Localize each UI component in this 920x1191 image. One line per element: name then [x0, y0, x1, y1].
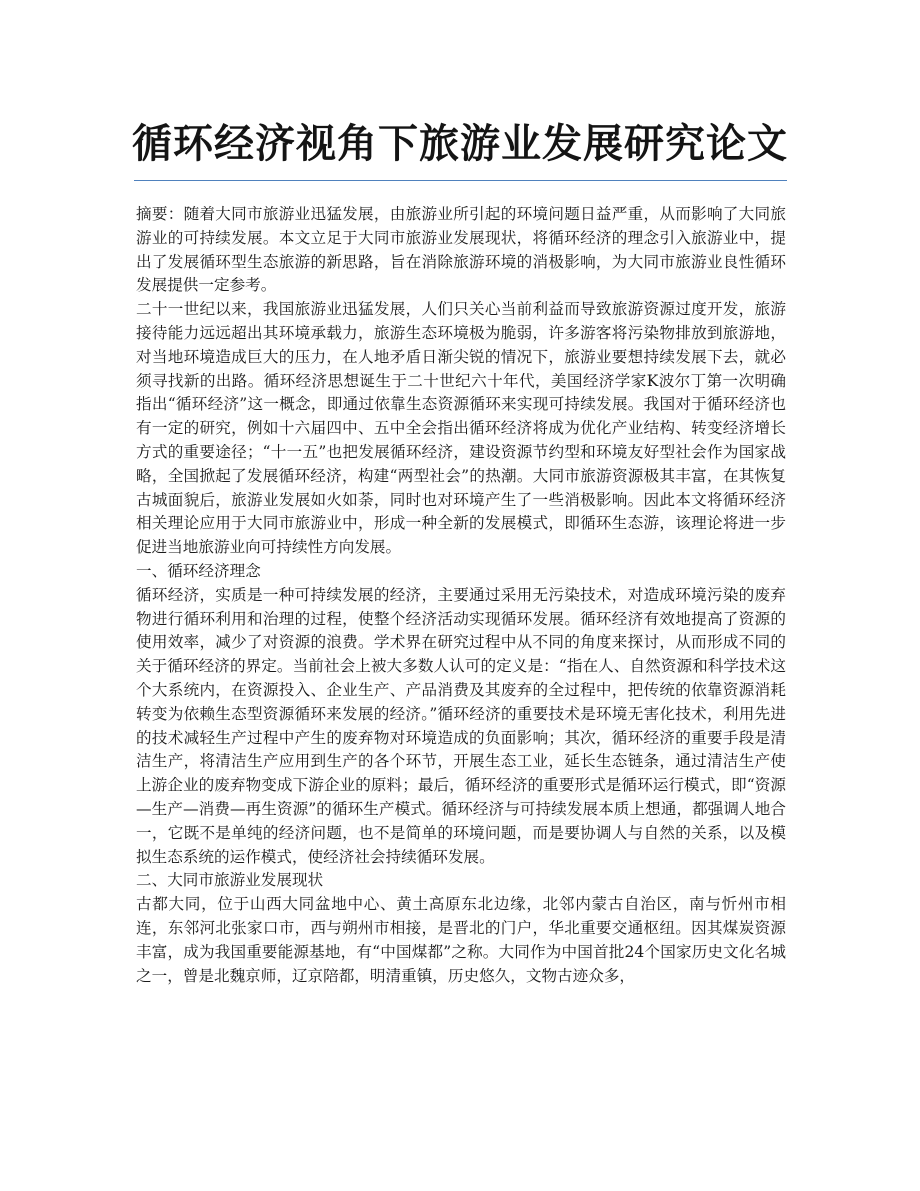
section-heading-2: 二、大同市旅游业发展现状	[136, 871, 324, 890]
section-1-paragraph: 循环经济，实质是一种可持续发展的经济，主要通过采用无污染技术，对造成环境污染的废弃物进行循环利用和治理的过程，使整个经济活动实现循环发展。循环经济有效地提高了资源的使用效率，减少了对资源的浪费。学术界在研究过程中从不同的角度来探讨，从而形成不同的关于循环经济的界定。当前社会上被大多数人认可的定义是：“指在人、自然资源和科学技术这个大系统内，在资源投入、企业生产、产品消费及其废弃的全过程中，把传统的依靠资源消耗转变为依赖生态型资源循环来发展的经济。”循环经济的重要技术是环境无害化技术，利用先进的技术减轻生产过程中产生的废弃物对环境造成的负面影响；其次，循环经济的重要手段是清洁生产，将清洁生产应用到生产的各个环节，开展生态工业，延长生态链条，通过清洁生产使上游企业的废弃物变成下游企业的原料；最后，循环经济的重要形式是循环运行模式，即“资源—生产—消费—再生资源”的循环生产模式。循环经济与可持续发展本质上想通，都强调人地合一，它既不是单纯的经济问题，也不是简单的环境问题，而是要协调人与自然的关系，以及模拟生态系统的运作模式，使经济社会持续循环发展。	[136, 585, 786, 866]
section-2-paragraph: 古都大同，位于山西大同盆地中心、黄土高原东北边缘，北邻内蒙古自治区，南与忻州市相连，东邻河北张家口市，西与朔州市相接，是晋北的门户，华北重要交通枢纽。因其煤炭资源丰富，成为我国重要能源基地，有“中国煤都”之称。大同作为中国首批24个国家历史文化名城之一，曾是北魏京师，辽京陪都，明清重镇，历史悠久，文物古迹众多，	[136, 895, 786, 985]
intro-paragraph: 二十一世纪以来，我国旅游业迅猛发展，人们只关心当前利益而导致旅游资源过度开发，旅游接待能力远远超出其环境承载力，旅游生态环境极为脆弱，许多游客将污染物排放到旅游地，对当地环境造成巨大的压力，在人地矛盾日渐尖锐的情况下，旅游业要想持续发展下去，就必须寻找新的出路。循环经济思想诞生于二十世纪六十年代，美国经济学家K波尔丁第一次明确指出“循环经济”这一概念，即通过依靠生态资源循环来实现可持续发展。我国对于循环经济也有一定的研究，例如十六届四中、五中全会指出循环经济将成为优化产业结构、转变经济增长方式的重要途径；“十一五”也把发展循环经济，建设资源节约型和环境友好型社会作为国家战略，全国掀起了发展循环经济，构建“两型社会”的热潮。大同市旅游资源极其丰富，在其恢复古城面貌后，旅游业发展如火如荼，同时也对环境产生了一些消极影响。因此本文将循环经济相关理论应用于大同市旅游业中，形成一种全新的发展模式，即循环生态游，该理论将进一步促进当地旅游业向可持续性方向发展。	[136, 300, 786, 557]
document-title: 循环经济视角下旅游业发展研究论文	[132, 121, 788, 167]
title-divider	[134, 180, 787, 181]
abstract-paragraph: 摘要：随着大同市旅游业迅猛发展，由旅游业所引起的环境问题日益严重，从而影响了大同旅游业的可持续发展。本文立足于大同市旅游业发展现状，将循环经济的理念引入旅游业中，提出了发展循环型生态旅游的新思路，旨在消除旅游环境的消极影响，为大同市旅游业良性循环发展提供一定参考。	[136, 205, 786, 295]
document-body	[136, 203, 786, 988]
section-heading-1: 一、循环经济理念	[136, 561, 261, 580]
